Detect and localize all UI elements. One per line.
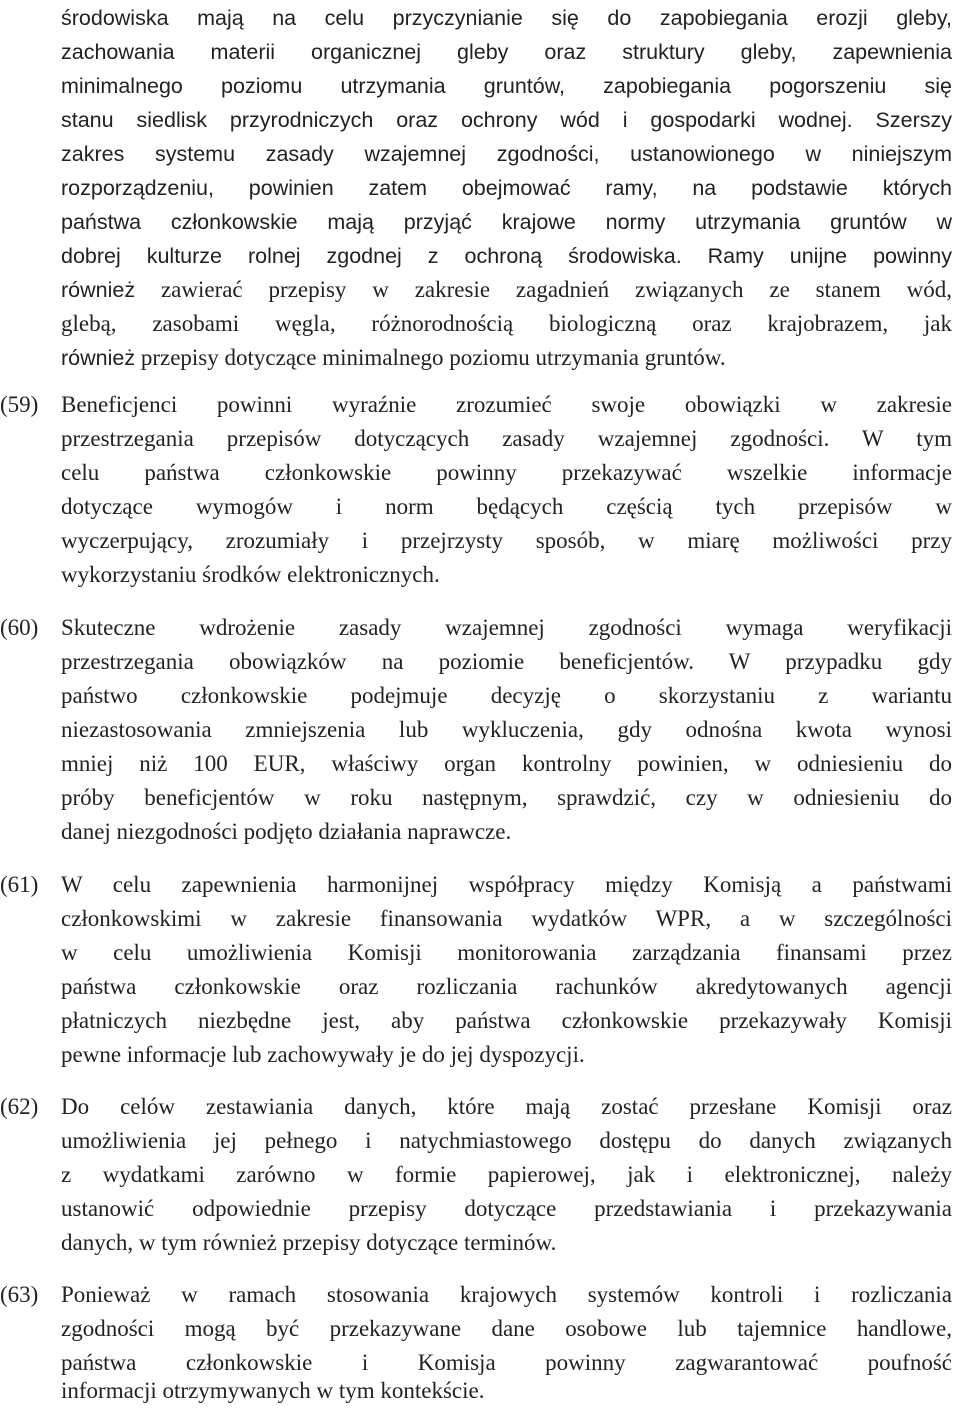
text-line: mniej niż 100 EUR, właściwy organ kontrolny powinien, w odniesieniu do bbox=[61, 751, 952, 776]
text-line: członkowskimi w zakresie finansowania wydatków WPR, a w szczególności bbox=[61, 906, 952, 931]
text-line: stanu siedlisk przyrodniczych oraz ochrony wód i gospodarki wodnej. Szerszy bbox=[61, 108, 952, 132]
text-line: pewne informacje lub zachowywały je do jej dyspozycji. bbox=[61, 1042, 585, 1067]
text-line bbox=[61, 273, 952, 307]
text-segment: również bbox=[61, 278, 136, 302]
recital-number: (62) bbox=[0, 1094, 39, 1119]
text-line: z wydatkami zarówno w formie papierowej, jak i elektronicznej, należy bbox=[61, 1162, 952, 1187]
text-line: przestrzegania przepisów dotyczących zasady wzajemnej zgodności. W tym bbox=[61, 426, 952, 451]
text-line: zachowania materii organicznej gleby oraz struktury gleby, zapewnienia bbox=[61, 40, 952, 64]
recital-number: (60) bbox=[0, 615, 39, 640]
text-line: Do celów zestawiania danych, które mają zostać przesłane Komisji oraz bbox=[61, 1094, 952, 1119]
text-line: minimalnego poziomu utrzymania gruntów, zapobiegania pogorszeniu się bbox=[61, 74, 952, 98]
text-line: państwo członkowskie podejmuje decyzję o skorzystaniu z wariantu bbox=[61, 683, 952, 708]
text-line: Beneficjenci powinni wyraźnie zrozumieć swoje obowiązki w zakresie bbox=[61, 392, 952, 417]
text-line: przestrzegania obowiązków na poziomie beneficjentów. W przypadku gdy bbox=[61, 649, 952, 674]
text-line: zgodności mogą być przekazywane dane osobowe lub tajemnice handlowe, bbox=[61, 1316, 952, 1341]
text-line: wykorzystaniu środków elektronicznych. bbox=[61, 562, 440, 587]
text-line: glebą, zasobami węgla, różnorodnością biologiczną oraz krajobrazem, jak bbox=[61, 311, 952, 336]
text-line: Skuteczne wdrożenie zasady wzajemnej zgodności wymaga weryfikacji bbox=[61, 615, 952, 640]
text-line bbox=[61, 341, 952, 375]
text-segment: przepisy dotyczące minimalnego poziomu utrzymania gruntów. bbox=[135, 345, 726, 370]
text-line bbox=[61, 239, 952, 273]
text-line: płatniczych niezbędne jest, aby państwa członkowskie przekazywały Komisji bbox=[61, 1008, 952, 1033]
text-line: ustanowić odpowiednie przepisy dotyczące przedstawiania i przekazywania bbox=[61, 1196, 952, 1221]
text-line: wyczerpujący, zrozumiały i przejrzysty sposób, w miarę możliwości przy bbox=[61, 528, 952, 553]
recital-number: (61) bbox=[0, 872, 39, 897]
text-line: niezastosowania zmniejszenia lub wykluczenia, gdy odnośna kwota wynosi bbox=[61, 717, 952, 742]
text-line: rozporządzeniu, powinien zatem obejmować ramy, na podstawie których bbox=[61, 176, 952, 200]
text-line: państwa członkowskie oraz rozliczania rachunków akredytowanych agencji bbox=[61, 974, 952, 999]
text-line: środowiska mają na celu przyczynianie się do zapobiegania erozji gleby, bbox=[61, 6, 952, 30]
text-line: państwa członkowskie mają przyjąć krajowe normy utrzymania gruntów w bbox=[61, 210, 952, 234]
text-line: informacji otrzymywanych w tym kontekście. bbox=[61, 1378, 485, 1403]
text-segment: dobrej kulturze rolnej zgodnej z ochroną środowiska. bbox=[61, 244, 682, 268]
text-line: danych, w tym również przepisy dotyczące terminów. bbox=[61, 1230, 557, 1255]
text-line: Ponieważ w ramach stosowania krajowych systemów kontroli i rozliczania bbox=[61, 1282, 952, 1307]
text-line: w celu umożliwienia Komisji monitorowania zarządzania finansami przez bbox=[61, 940, 952, 965]
recital-number: (63) bbox=[0, 1282, 39, 1307]
text-segment: zawierać przepisy w zakresie zagadnień związanych ze stanem wód, bbox=[135, 277, 952, 302]
text-line: danej niezgodności podjęto działania naprawcze. bbox=[61, 819, 512, 844]
text-line: celu państwa członkowskie powinny przekazywać wszelkie informacje bbox=[61, 460, 952, 485]
text-segment: Ramy unijne powinny bbox=[681, 244, 952, 268]
text-line: umożliwienia jej pełnego i natychmiastowego dostępu do danych związanych bbox=[61, 1128, 952, 1153]
text-line: zakres systemu zasady wzajemnej zgodności, ustanowionego w niniejszym bbox=[61, 142, 952, 166]
text-line: próby beneficjentów w roku następnym, sprawdzić, czy w odniesieniu do bbox=[61, 785, 952, 810]
text-line: państwa członkowskie i Komisja powinny zagwarantować poufność bbox=[61, 1350, 952, 1375]
text-line: dotyczące wymogów i norm będących częścią tych przepisów w bbox=[61, 494, 952, 519]
text-line: W celu zapewnienia harmonijnej współpracy między Komisją a państwami bbox=[61, 872, 952, 897]
text-segment: również bbox=[61, 346, 136, 370]
recital-number: (59) bbox=[0, 392, 39, 417]
